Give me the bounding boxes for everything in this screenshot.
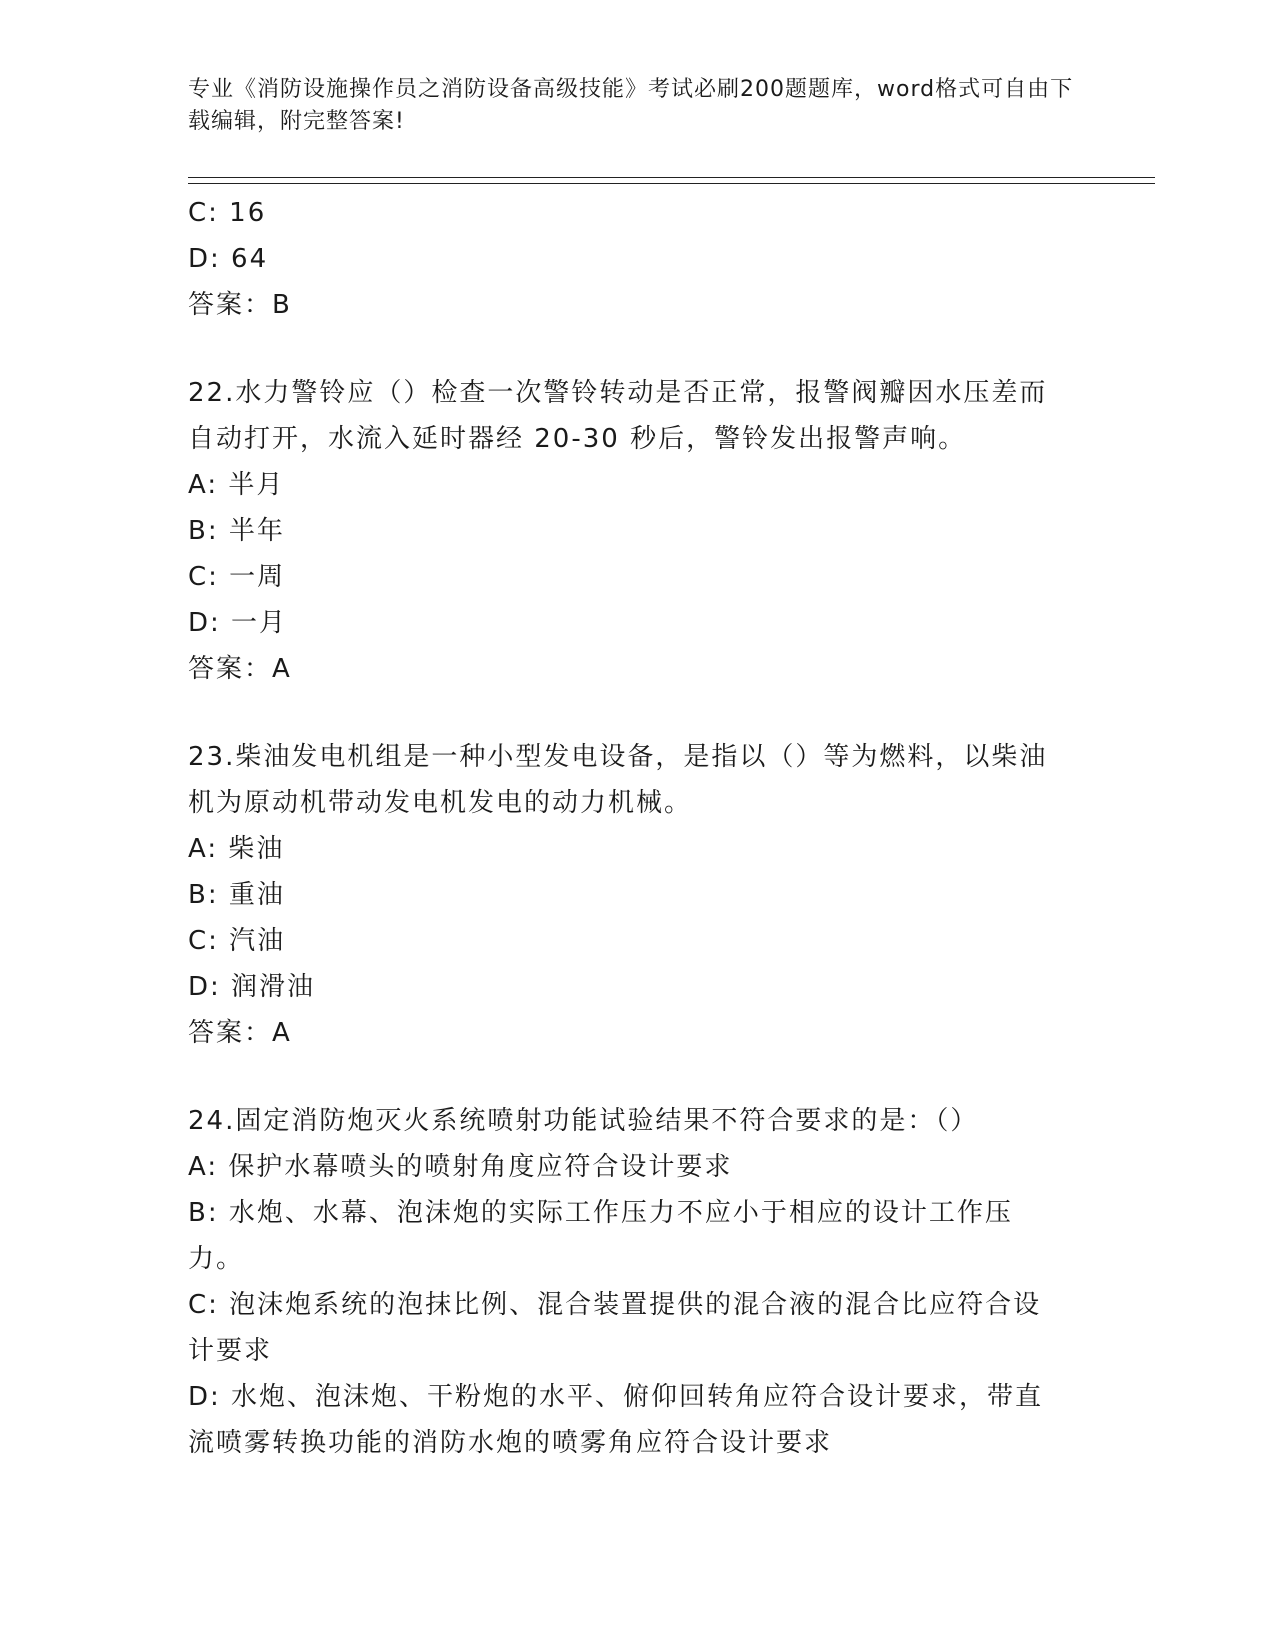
option-b: B: 半年 bbox=[188, 516, 285, 546]
option-d: D: 一月 bbox=[188, 608, 288, 638]
option-d: D: 64 bbox=[188, 244, 269, 274]
option-c: C: 一周 bbox=[188, 562, 286, 592]
question-text: 23.柴油发电机组是一种小型发电设备，是指以（）等为燃料，以柴油机为原动机带动发电机发电的动力机械。 bbox=[188, 742, 1048, 818]
option-c: C: 汽油 bbox=[188, 926, 286, 956]
question-text: 22.水力警铃应（）检查一次警铃转动是否正常，报警阀瓣因水压差而自动打开，水流入延时器经 20-30 秒后，警铃发出报警声响。 bbox=[188, 378, 1048, 454]
option-a: A: 保护水幕喷头的喷射角度应符合设计要求 bbox=[188, 1152, 733, 1182]
header-rule-bottom bbox=[188, 183, 1155, 184]
option-a: A: 半月 bbox=[188, 470, 285, 500]
option-d: D: 水炮、泡沫炮、干粉炮的水平、俯仰回转角应符合设计要求，带直流喷雾转换功能的消防水炮的喷雾角应符合设计要求 bbox=[188, 1382, 1044, 1458]
header-rule-top bbox=[188, 177, 1155, 178]
option-b: B: 水炮、水幕、泡沫炮的实际工作压力不应小于相应的设计工作压力。 bbox=[188, 1198, 1013, 1274]
header-title: 专业《消防设施操作员之消防设备高级技能》考试必刷200题题库，word格式可自由下载编辑，附完整答案! bbox=[188, 77, 1074, 134]
document-body bbox=[188, 190, 1068, 1466]
option-a: A: 柴油 bbox=[188, 834, 285, 864]
option-b: B: 重油 bbox=[188, 880, 285, 910]
question-text: 24.固定消防炮灭火系统喷射功能试验结果不符合要求的是：（） bbox=[188, 1106, 979, 1136]
answer-line: 答案：A bbox=[188, 654, 292, 684]
option-c: C: 泡沫炮系统的泡抹比例、混合装置提供的混合液的混合比应符合设计要求 bbox=[188, 1290, 1042, 1366]
answer-line: 答案：B bbox=[188, 290, 292, 320]
option-d: D: 润滑油 bbox=[188, 972, 316, 1002]
spacer bbox=[188, 328, 1068, 370]
spacer bbox=[188, 1056, 1068, 1098]
document-header bbox=[188, 74, 1088, 138]
spacer bbox=[188, 692, 1068, 734]
answer-line: 答案：A bbox=[188, 1018, 292, 1048]
option-c: C: 16 bbox=[188, 198, 267, 228]
